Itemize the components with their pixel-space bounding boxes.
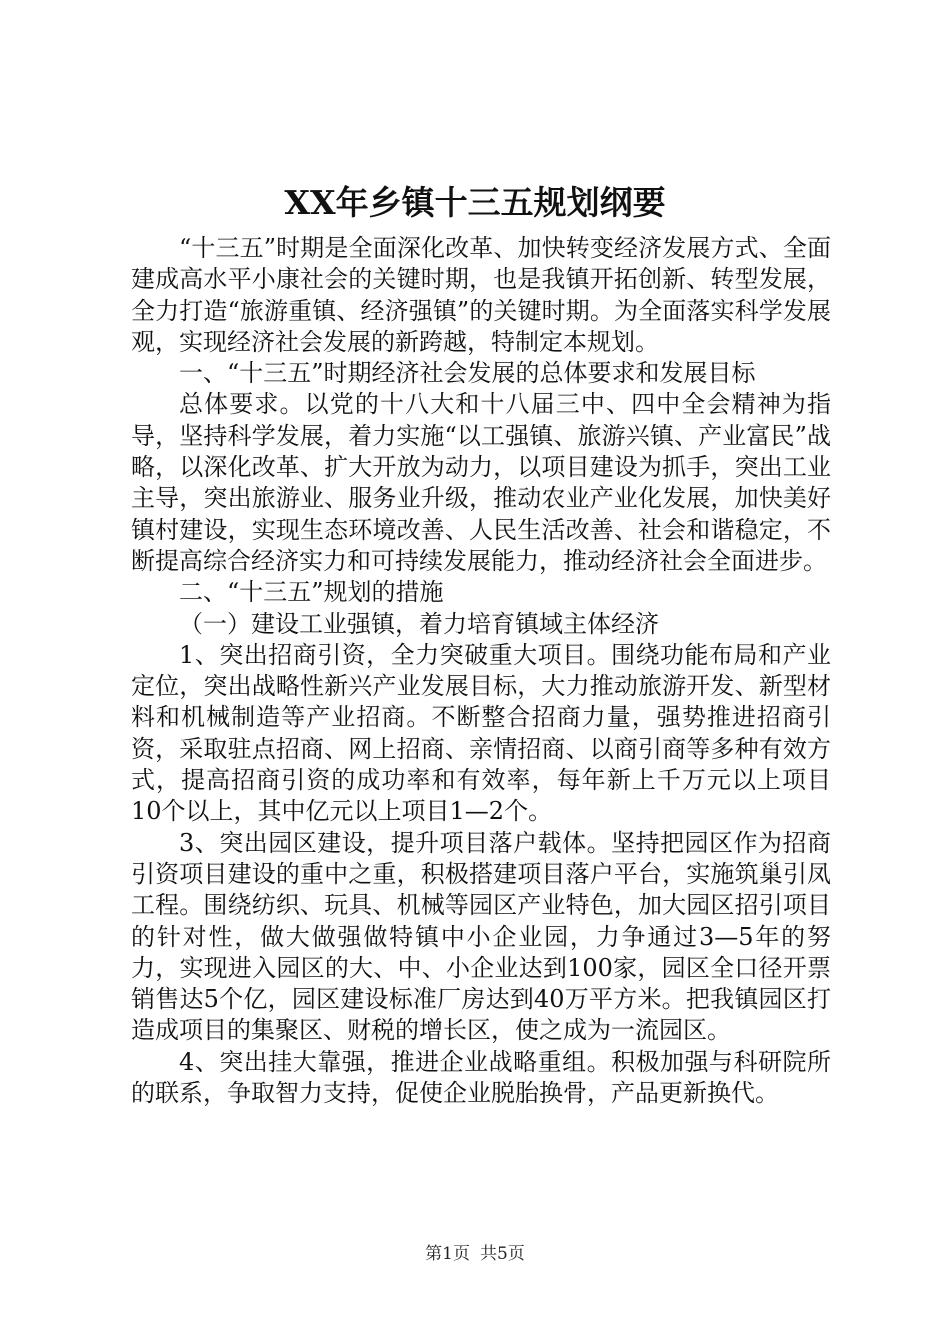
document-title: XX年乡镇十三五规划纲要 [284,183,666,222]
page-footer [0,1242,950,1266]
page-number: 第1页 [425,1244,470,1264]
section-heading-1: 一、“十三五”时期经济社会发展的总体要求和发展目标 [179,359,756,388]
document-body [131,233,831,1109]
page-total: 共5页 [480,1244,525,1264]
general-requirements-paragraph: 总体要求。以党的十八大和十八届三中、四中全会精神为指导，坚持科学发展，着力实施“以工强镇、旅游兴镇、产业富民”战略，以深化改革、扩大开放为动力，以项目建设为抓手，突出工业主导，突出旅游业、服务业升级，推动农业产业化发展，加快美好镇村建设，实现生态环境改善、人民生活改善、社会和谐稳定，不断提高综合经济实力和可持续发展能力，推动经济社会全面进步。 [131,390,831,575]
measure-paragraph-1: 1、突出招商引资，全力突破重大项目。围绕功能布局和产业定位，突出战略性新兴产业发展目标，大力推动旅游开发、新型材料和机械制造等产业招商。不断整合招商力量，强势推进招商引资，采取驻点招商、网上招商、亲情招商、以商引商等多种有效方式，提高招商引资的成功率和有效率，每年新上千万元以上项目10个以上，其中亿元以上项目1—2个。 [131,640,831,826]
measure-paragraph-3: 3、突出园区建设，提升项目落户载体。坚持把园区作为招商引资项目建设的重中之重，积极搭建项目落户平台，实施筑巢引凤工程。围绕纺织、玩具、机械等园区产业特色，加大园区招引项目的针对性，做大做强做特镇中小企业园，力争通过3—5年的努力，实现进入园区的大、中、小企业达到100家，园区全口径开票销售达5个亿，园区建设标准厂房达到40万平方米。把我镇园区打造成项目的集聚区、财税的增长区，使之成为一流园区。 [131,828,831,1045]
intro-paragraph: “十三五”时期是全面深化改革、加快转变经济发展方式、全面建成高水平小康社会的关键时期，也是我镇开拓创新、转型发展，全力打造“旅游重镇、经济强镇”的关键时期。为全面落实科学发展观，实现经济社会发展的新跨越，特制定本规划。 [131,234,831,356]
measure-paragraph-4: 4、突出挂大靠强，推进企业战略重组。积极加强与科研院所的联系，争取智力支持，促使企业脱胎换骨，产品更新换代。 [131,1047,831,1108]
section-heading-2: 二、“十三五”规划的措施 [179,578,444,607]
subsection-heading-1: （一）建设工业强镇，着力培育镇域主体经济 [179,609,659,638]
